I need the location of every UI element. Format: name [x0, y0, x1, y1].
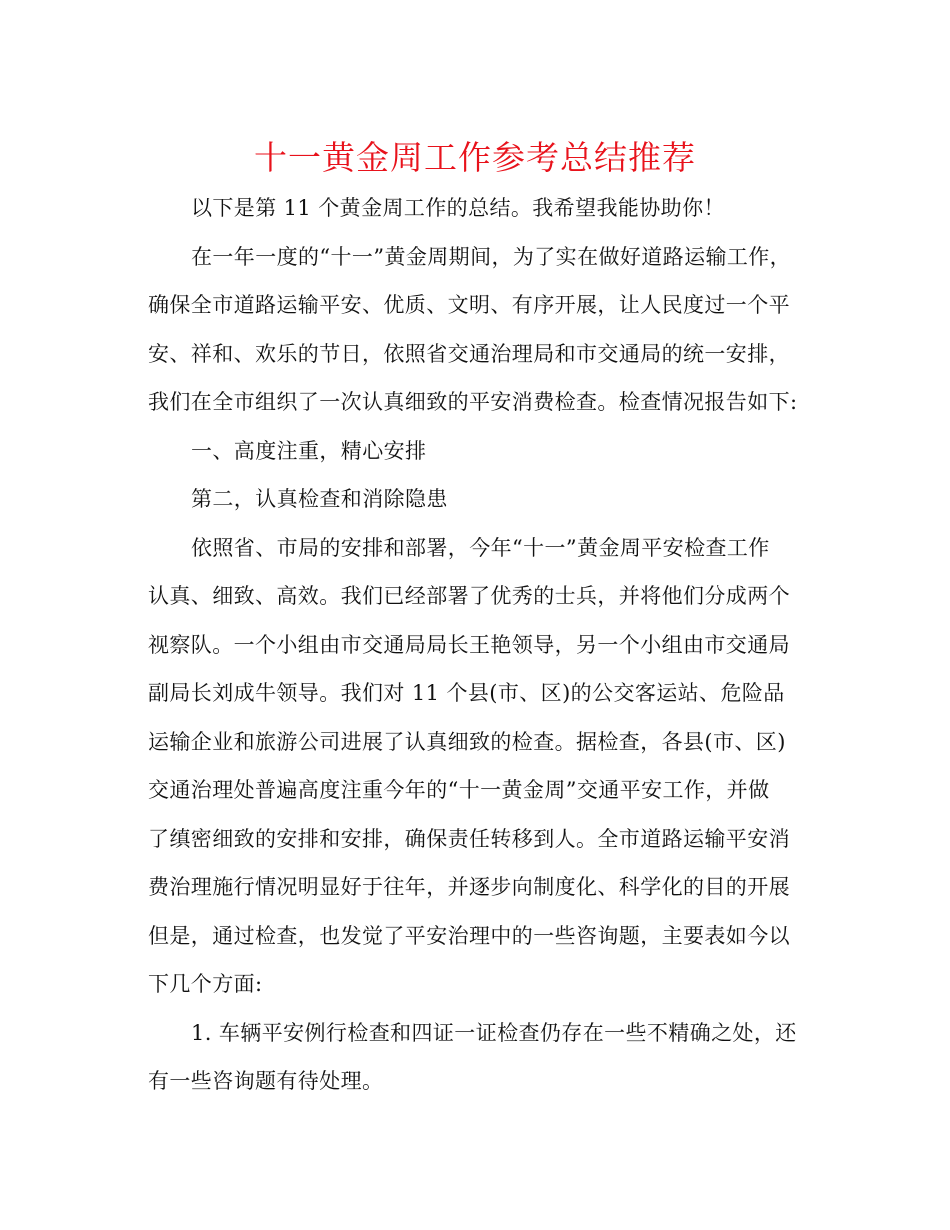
paragraph-line: 依照省、市局的安排和部署，今年“十一”黄金周平安检查工作 — [191, 535, 770, 560]
paragraph-line: 但是，通过检查，也发觉了平安治理中的一些咨询题，主要表如今以 — [148, 923, 790, 948]
paragraph-line: 视察队。一个小组由市交通局局长王艳领导，另一个小组由市交通局 — [148, 632, 790, 657]
document-title: 十一黄金周工作参考总结推荐 — [254, 138, 696, 177]
paragraph-line: 了缜密细致的安排和安排，确保责任转移到人。全市道路运输平安消 — [148, 826, 790, 851]
paragraph-line: 费治理施行情况明显好于往年，并逐步向制度化、科学化的目的开展 — [148, 875, 790, 899]
list-item-1: 1. 车辆平安例行检查和四证一证检查仍存在一些不精确之处，还 — [191, 1020, 797, 1045]
paragraph-line: 运输企业和旅游公司进展了认真细致的检查。据检查，各县(市、区) — [148, 729, 786, 754]
section-heading-1: 一、高度注重，精心安排 — [191, 438, 427, 463]
paragraph-line: 下几个方面: — [148, 972, 263, 996]
list-item-1-continuation: 有一些咨询题有待处理。 — [148, 1069, 384, 1093]
paragraph-line: 在一年一度的“十一”黄金周期间，为了实在做好道路运输工作， — [191, 244, 792, 269]
document-body — [148, 184, 820, 1106]
paragraph-line: 认真、细致、高效。我们已经部署了优秀的士兵，并将他们分成两个 — [148, 584, 790, 608]
paragraph-line: 确保全市道路运输平安、优质、文明、有序开展，让人民度过一个平 — [148, 293, 790, 317]
paragraph-line: 安、祥和、欢乐的节日，依照省交通治理局和市交通局的统一安排， — [148, 341, 790, 366]
paragraph-line: 我们在全市组织了一次认真细致的平安消费检查。检查情况报告如下: — [148, 390, 798, 414]
section-heading-2: 第二，认真检查和消除隐患 — [191, 487, 448, 511]
paragraph-line: 副局长刘成牛领导。我们对 11 个县(市、区)的公交客运站、危险品 — [148, 681, 785, 705]
paragraph-line: 交通治理处普遍高度注重今年的“十一黄金周”交通平安工作，并做 — [148, 778, 770, 802]
intro-line: 以下是第 11 个黄金周工作的总结。我希望我能协助你！ — [191, 196, 725, 220]
